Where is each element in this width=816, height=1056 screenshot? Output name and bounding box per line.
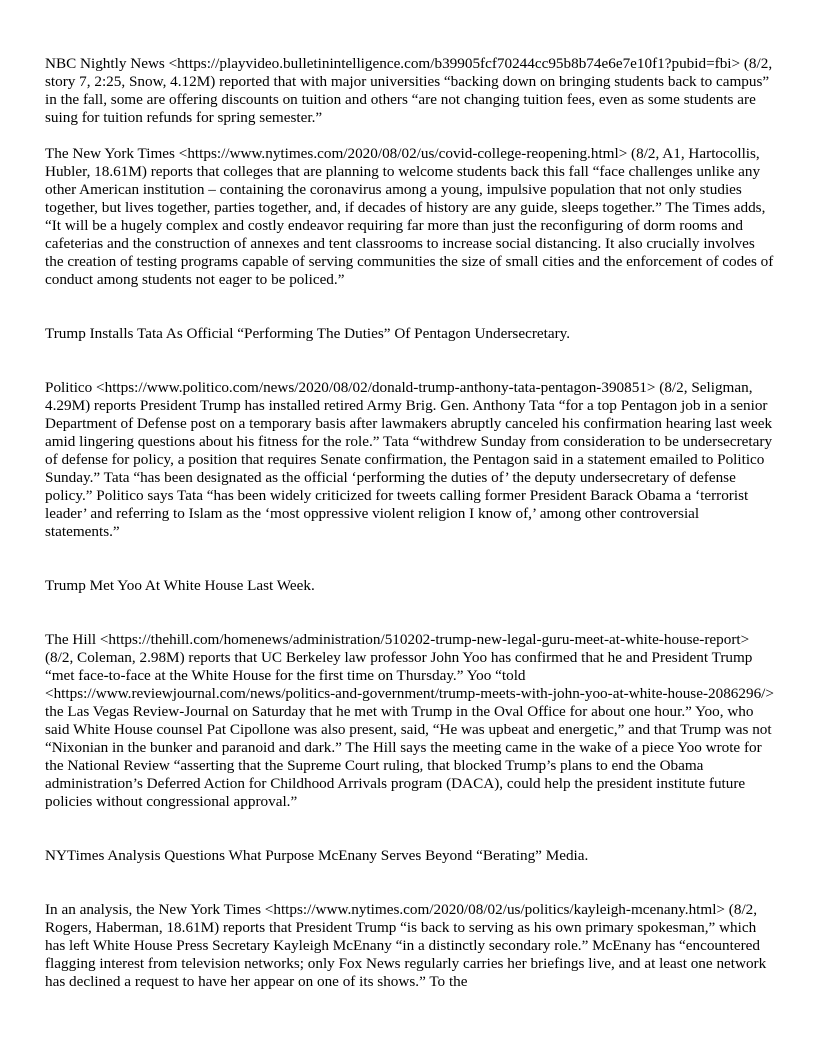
headline-mcenany: NYTimes Analysis Questions What Purpose McEnany Serves Beyond “Berating” Media. (45, 847, 589, 864)
section-gap (45, 541, 775, 577)
paragraph-hill-yoo: The Hill <https://thehill.com/homenews/administration/510202-trump-new-legal-guru-meet-at-white-house-report> (8/2, Coleman, 2.98M) reports that UC Berkeley law professor John Yoo has confirmed that he and President Trump “met face-to-face at the White House for the first time on Thursday.” Yoo “told <https://www.reviewjournal.com/news/politics-and-government/trump-meets-with-john-yoo-at-white-house-2086296/> the Las Vegas Review-Journal on Saturday that he met with Trump in the Oval Office for about one hour.” Yoo, who said White House counsel Pat Cipollone was also present, said, “He was upbeat and energetic,” and that Trump was not “Nixonian in the bunker and paranoid and dark.” The Hill says the meeting came in the wake of a piece Yoo wrote for the National Review “asserting that the Supreme Court ruling, that blocked Trump’s plans to end the Obama administration’s Deferred Action for Childhood Arrivals program (DACA), could help the president institute future policies without congressional approval.” (45, 631, 774, 810)
paragraph-nbc-nightly-news: NBC Nightly News <https://playvideo.bulletinintelligence.com/b39905fcf70244cc95b8b74e6e7e10f1?pubid=fbi> (8/2, story 7, 2:25, Snow, 4.12M) reported that with major universities “backing down on bringing students back to campus” in the fall, some are offering discounts on tuition and others “are not changing tuition fees, even as some students are suing for tuition refunds for spring semester.” (45, 55, 773, 126)
paragraph-nyt-college-reopening: The New York Times <https://www.nytimes.com/2020/08/02/us/covid-college-reopening.html> (8/2, A1, Hartocollis, Hubler, 18.61M) reports that colleges that are planning to welcome students back this fall “face challenges unlike any other American institution – containing the coronavirus among a young, impulsive population that not only studies together, but lives together, parties together, and, if decades of history are any guide, sleeps together.” The Times adds, “It will be a hugely complex and costly endeavor requiring far more than just the reconfiguring of dorm rooms and cafeterias and the construction of annexes and tent classrooms to increase social distancing. It also crucially involves the creation of testing programs capable of serving communities the size of small cities and the enforcement of codes of conduct among students not eager to be policed.” (45, 145, 774, 288)
paragraph-gap (45, 127, 775, 145)
section-gap (45, 811, 775, 847)
headline-tata: Trump Installs Tata As Official “Performing The Duties” Of Pentagon Undersecretary. (45, 325, 571, 342)
section-gap (45, 865, 775, 901)
headline-yoo: Trump Met Yoo At White House Last Week. (45, 577, 315, 594)
section-gap (45, 343, 775, 379)
document-body (45, 55, 775, 991)
paragraph-nyt-mcenany: In an analysis, the New York Times <https://www.nytimes.com/2020/08/02/us/politics/kayleigh-mcenany.html> (8/2, Rogers, Haberman, 18.61M) reports that President Trump “is back to serving as his own primary spokesman,” which has left White House Press Secretary Kayleigh McEnany “in a distinctly secondary role.” McEnany has “encountered flagging interest from television networks; only Fox News regularly carries her briefings live, and at least one network has declined a request to have her appear on one of its shows.” To the (45, 901, 767, 990)
section-gap (45, 289, 775, 325)
paragraph-politico-tata: Politico <https://www.politico.com/news/2020/08/02/donald-trump-anthony-tata-pentagon-390851> (8/2, Seligman, 4.29M) reports President Trump has installed retired Army Brig. Gen. Anthony Tata “for a top Pentagon job in a senior Department of Defense post on a temporary basis after lawmakers abruptly canceled his confirmation hearing last week amid lingering questions about his fitness for the role.” Tata “withdrew Sunday from consideration to be undersecretary of defense for policy, a position that requires Senate confirmation, the Pentagon said in a statement emailed to Politico Sunday.” Tata “has been designated as the official ‘performing the duties of’ the deputy undersecretary of defense policy.” Politico says Tata “has been widely criticized for tweets calling former President Barack Obama a ‘terrorist leader’ and referring to Islam as the ‘most oppressive violent religion I know of,’ among other controversial statements.” (45, 379, 773, 540)
section-gap (45, 595, 775, 631)
